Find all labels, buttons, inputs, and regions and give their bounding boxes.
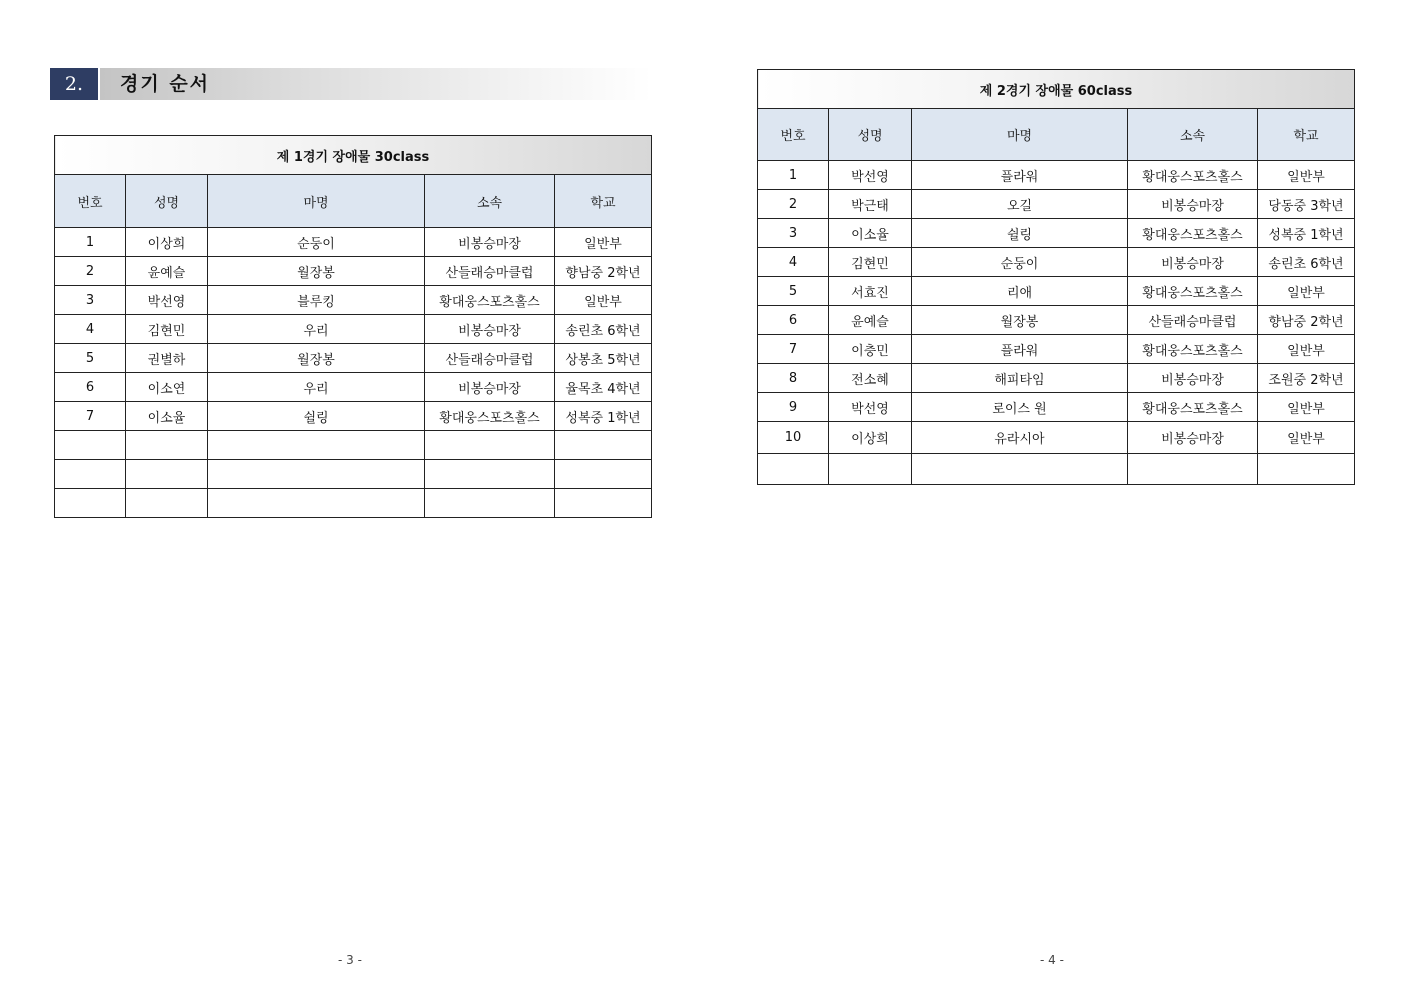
cell-rider <box>126 431 208 460</box>
cell-club: 황대웅스포츠홀스 <box>425 402 555 431</box>
table-row <box>758 277 1355 306</box>
cell-number: 4 <box>55 315 126 344</box>
cell-school: 상봉초 5학년 <box>555 344 652 373</box>
cell-school <box>555 460 652 489</box>
cell-number: 7 <box>55 402 126 431</box>
column-header-club: 소속 <box>1128 109 1258 161</box>
cell-horse: 유라시아 <box>912 422 1128 454</box>
cell-rider: 윤예슬 <box>126 257 208 286</box>
cell-horse: 쉴링 <box>208 402 425 431</box>
table-title-row <box>55 136 652 175</box>
column-header-number: 번호 <box>55 175 126 228</box>
cell-rider: 이충민 <box>829 335 912 364</box>
cell-club: 황대웅스포츠홀스 <box>1128 335 1258 364</box>
cell-rider: 이소연 <box>126 373 208 402</box>
table-row <box>758 161 1355 190</box>
section-title-bar <box>98 68 652 100</box>
cell-horse: 우리 <box>208 373 425 402</box>
cell-horse: 블루킹 <box>208 286 425 315</box>
cell-number <box>55 431 126 460</box>
cell-number: 3 <box>55 286 126 315</box>
table-row <box>758 219 1355 248</box>
cell-club: 황대웅스포츠홀스 <box>1128 393 1258 422</box>
cell-school: 조원중 2학년 <box>1258 364 1355 393</box>
cell-horse: 월장봉 <box>208 344 425 373</box>
cell-club: 비봉승마장 <box>425 315 555 344</box>
column-header-school: 학교 <box>1258 109 1355 161</box>
page-number-left: - 3 - <box>338 953 362 967</box>
cell-club: 비봉승마장 <box>1128 364 1258 393</box>
cell-school <box>555 489 652 518</box>
column-header-rider: 성명 <box>829 109 912 161</box>
cell-club: 황대웅스포츠홀스 <box>1128 277 1258 306</box>
cell-rider: 박선영 <box>829 161 912 190</box>
table-row <box>758 393 1355 422</box>
cell-club: 산들래승마클럽 <box>425 344 555 373</box>
cell-number <box>55 460 126 489</box>
cell-rider: 박선영 <box>829 393 912 422</box>
cell-number: 6 <box>55 373 126 402</box>
table-row <box>55 373 652 402</box>
cell-club: 비봉승마장 <box>1128 190 1258 219</box>
cell-club: 산들래승마클럽 <box>1128 306 1258 335</box>
cell-horse: 순둥이 <box>208 228 425 257</box>
cell-number: 5 <box>55 344 126 373</box>
cell-number: 10 <box>758 422 829 454</box>
cell-rider: 권별하 <box>126 344 208 373</box>
table-row <box>55 257 652 286</box>
cell-rider <box>126 460 208 489</box>
cell-number: 3 <box>758 219 829 248</box>
cell-club: 산들래승마클럽 <box>425 257 555 286</box>
table-header-row <box>55 175 652 228</box>
cell-rider: 박선영 <box>126 286 208 315</box>
cell-number: 5 <box>758 277 829 306</box>
cell-horse: 플라워 <box>912 161 1128 190</box>
cell-horse <box>208 431 425 460</box>
race-1-table <box>54 135 652 518</box>
cell-school: 일반부 <box>1258 277 1355 306</box>
cell-club: 비봉승마장 <box>425 228 555 257</box>
cell-horse <box>912 454 1128 485</box>
cell-number: 2 <box>758 190 829 219</box>
cell-school: 성복중 1학년 <box>1258 219 1355 248</box>
cell-club <box>425 431 555 460</box>
section-title: 경기 순서 <box>120 73 211 95</box>
cell-number: 1 <box>55 228 126 257</box>
cell-rider: 이소율 <box>126 402 208 431</box>
cell-school <box>1258 454 1355 485</box>
table-title: 제 2경기 장애물 60class <box>758 70 1355 109</box>
cell-club: 비봉승마장 <box>1128 248 1258 277</box>
table-row <box>55 402 652 431</box>
cell-rider: 김현민 <box>126 315 208 344</box>
column-header-club: 소속 <box>425 175 555 228</box>
table-row <box>758 306 1355 335</box>
table-row <box>55 315 652 344</box>
cell-school: 송린초 6학년 <box>1258 248 1355 277</box>
cell-school: 일반부 <box>1258 161 1355 190</box>
cell-club <box>1128 454 1258 485</box>
section-number: 2. <box>50 68 98 100</box>
section-header <box>50 68 650 100</box>
column-header-number: 번호 <box>758 109 829 161</box>
table-row <box>758 335 1355 364</box>
cell-rider: 이상희 <box>829 422 912 454</box>
table-row <box>758 364 1355 393</box>
cell-rider: 이소율 <box>829 219 912 248</box>
cell-club: 비봉승마장 <box>425 373 555 402</box>
table-row-empty <box>55 431 652 460</box>
cell-rider: 윤예슬 <box>829 306 912 335</box>
cell-school: 율목초 4학년 <box>555 373 652 402</box>
cell-rider: 서효진 <box>829 277 912 306</box>
table-row <box>758 422 1355 454</box>
cell-rider <box>126 489 208 518</box>
cell-rider: 박근태 <box>829 190 912 219</box>
cell-school <box>555 431 652 460</box>
cell-number: 7 <box>758 335 829 364</box>
race-2-table <box>757 69 1355 485</box>
cell-school: 향남중 2학년 <box>1258 306 1355 335</box>
cell-number: 1 <box>758 161 829 190</box>
cell-school: 일반부 <box>1258 335 1355 364</box>
cell-school: 성복중 1학년 <box>555 402 652 431</box>
cell-club <box>425 489 555 518</box>
cell-horse: 월장봉 <box>912 306 1128 335</box>
cell-school: 일반부 <box>555 286 652 315</box>
table-row-empty <box>758 454 1355 485</box>
cell-horse <box>208 489 425 518</box>
cell-school: 일반부 <box>555 228 652 257</box>
cell-school: 당동중 3학년 <box>1258 190 1355 219</box>
cell-number: 9 <box>758 393 829 422</box>
cell-rider: 이상희 <box>126 228 208 257</box>
page-number-right: - 4 - <box>1040 953 1064 967</box>
cell-club: 황대웅스포츠홀스 <box>1128 219 1258 248</box>
cell-horse: 순둥이 <box>912 248 1128 277</box>
cell-rider: 전소혜 <box>829 364 912 393</box>
cell-number: 2 <box>55 257 126 286</box>
table-row <box>55 286 652 315</box>
cell-number <box>758 454 829 485</box>
table-row <box>758 190 1355 219</box>
cell-club: 황대웅스포츠홀스 <box>1128 161 1258 190</box>
cell-horse: 로이스 원 <box>912 393 1128 422</box>
cell-club: 황대웅스포츠홀스 <box>425 286 555 315</box>
table-row-empty <box>55 460 652 489</box>
cell-school: 송린초 6학년 <box>555 315 652 344</box>
cell-horse: 오길 <box>912 190 1128 219</box>
cell-horse: 쉴링 <box>912 219 1128 248</box>
cell-school: 향남중 2학년 <box>555 257 652 286</box>
column-header-horse: 마명 <box>912 109 1128 161</box>
cell-club <box>425 460 555 489</box>
cell-school: 일반부 <box>1258 393 1355 422</box>
column-header-horse: 마명 <box>208 175 425 228</box>
cell-horse: 해피타임 <box>912 364 1128 393</box>
cell-number <box>55 489 126 518</box>
cell-horse <box>208 460 425 489</box>
cell-horse: 플라워 <box>912 335 1128 364</box>
table-title-row <box>758 70 1355 109</box>
table-header-row <box>758 109 1355 161</box>
cell-number: 8 <box>758 364 829 393</box>
cell-number: 6 <box>758 306 829 335</box>
cell-horse: 월장봉 <box>208 257 425 286</box>
cell-horse: 우리 <box>208 315 425 344</box>
table-row-empty <box>55 489 652 518</box>
cell-rider <box>829 454 912 485</box>
table-title: 제 1경기 장애물 30class <box>55 136 652 175</box>
cell-horse: 리애 <box>912 277 1128 306</box>
cell-school: 일반부 <box>1258 422 1355 454</box>
column-header-rider: 성명 <box>126 175 208 228</box>
cell-rider: 김현민 <box>829 248 912 277</box>
table-row <box>758 248 1355 277</box>
table-row <box>55 344 652 373</box>
cell-number: 4 <box>758 248 829 277</box>
table-row <box>55 228 652 257</box>
column-header-school: 학교 <box>555 175 652 228</box>
cell-club: 비봉승마장 <box>1128 422 1258 454</box>
